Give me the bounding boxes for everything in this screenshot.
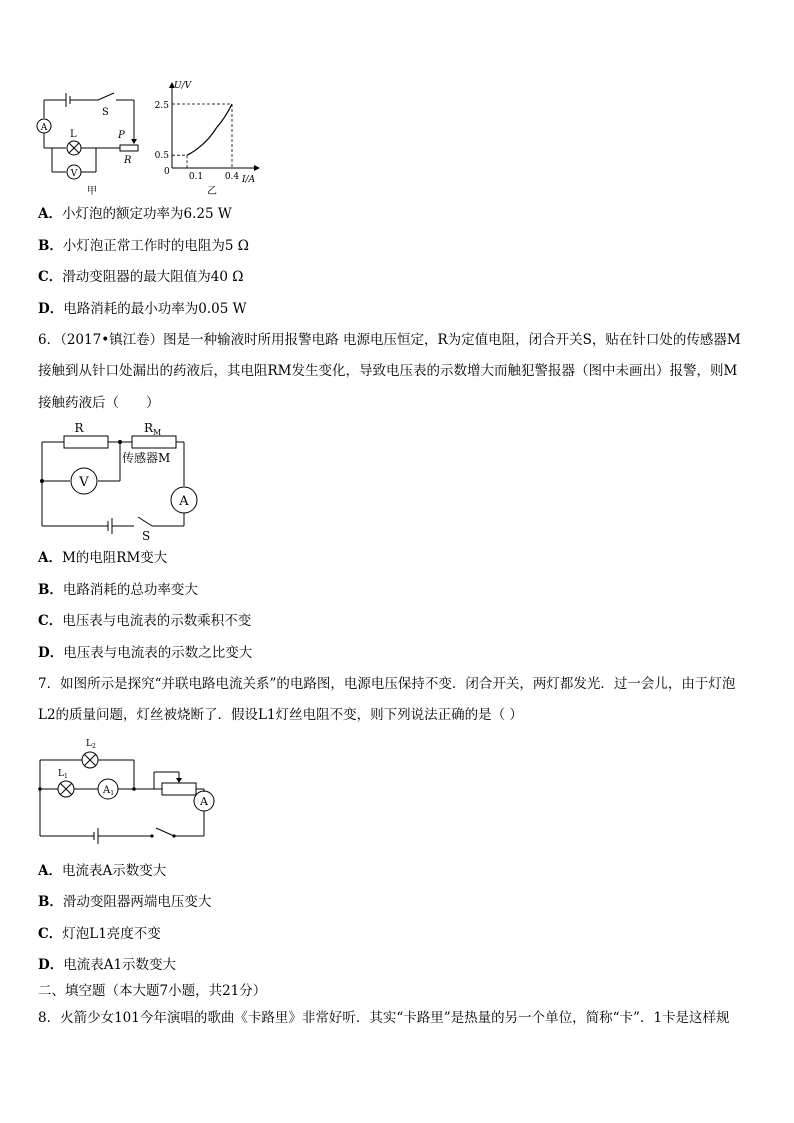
q6-option-a[interactable]: A．M的电阻RM变大 bbox=[38, 550, 168, 566]
q6-stem-line3: 接触药液后（ ） bbox=[38, 395, 160, 411]
ammeter-label: A bbox=[40, 123, 48, 133]
sensor-label: 传感器M bbox=[122, 451, 171, 465]
q5-option-d[interactable]: D．电路消耗的最小功率为0.05 W bbox=[38, 301, 247, 317]
lamp-label: L bbox=[70, 129, 77, 140]
q7-option-d[interactable]: D．电流表A1示数变大 bbox=[38, 957, 177, 973]
q6-stem-line2: 接触到从针口处漏出的药液后，其电阻RM发生变化，导致电压表的示数增大而触犯警报器（图中未画出）报警，则M bbox=[38, 363, 738, 379]
q6-option-c[interactable]: C．电压表与电流表的示数乘积不变 bbox=[38, 613, 252, 629]
q7-stem-line1: 7．如图所示是探究“并联电路电流关系”的电路图，电源电压保持不变．闭合开关，两灯都发光．过一会儿，由于灯泡 bbox=[38, 676, 736, 692]
q5-option-a[interactable]: A．小灯泡的额定功率为6.25 W bbox=[38, 206, 232, 222]
origin-label: 0 bbox=[164, 167, 170, 177]
voltmeter-label: V bbox=[70, 169, 78, 179]
q5-option-c[interactable]: C．滑动变阻器的最大阻值为40 Ω bbox=[38, 269, 244, 285]
rheostat-label: R bbox=[124, 155, 132, 166]
y-tick-2-5: 2.5 bbox=[154, 101, 169, 111]
voltmeter-label: V bbox=[79, 475, 89, 490]
q5-option-b[interactable]: B．小灯泡正常工作时的电阻为5 Ω bbox=[38, 238, 249, 254]
ammeter-label: A bbox=[179, 494, 189, 509]
q7-option-c[interactable]: C．灯泡L1亮度不变 bbox=[38, 926, 161, 942]
lamp-l1-label: $L_1$ bbox=[58, 769, 68, 780]
figure-caption-yi: 乙 bbox=[207, 186, 217, 197]
q7-stem-line2: L2的质量问题，灯丝被烧断了．假设L1灯丝电阻不变，则下列说法正确的是（ ） bbox=[38, 707, 523, 723]
figure-circuit-jia bbox=[34, 88, 160, 198]
q6-option-b[interactable]: B．电路消耗的总功率变大 bbox=[38, 582, 198, 598]
switch-label: S bbox=[102, 107, 109, 118]
ui-curve bbox=[187, 104, 232, 155]
lamp-l2-label: $L_2$ bbox=[86, 739, 96, 750]
figure-caption-jia: 甲 bbox=[87, 186, 97, 197]
x-tick-0-4: 0.4 bbox=[224, 172, 240, 182]
x-tick-0-1: 0.1 bbox=[188, 172, 204, 182]
y-axis-label: U/V bbox=[174, 81, 192, 91]
figure-q7-circuit bbox=[34, 732, 224, 844]
slider-label: P bbox=[118, 130, 125, 141]
q8-stem-line1: 8．火箭少女101今年演唱的歌曲《卡路里》非常好听．其实“卡路里”是热量的另一个单位，简称“卡”．1卡是这样规 bbox=[38, 1010, 730, 1026]
section-heading: 二、填空题（本大题7小题，共21分） bbox=[38, 983, 267, 999]
resistor-rm-label: $R_M$ bbox=[144, 421, 162, 437]
q6-option-d[interactable]: D．电压表与电流表的示数之比变大 bbox=[38, 645, 253, 661]
x-axis-label: I/A bbox=[242, 175, 256, 185]
figure-q6-circuit bbox=[34, 416, 206, 544]
q7-option-b[interactable]: B．滑动变阻器两端电压变大 bbox=[38, 894, 212, 910]
resistor-r-label: R bbox=[74, 421, 84, 435]
ammeter-a-label: A bbox=[200, 795, 208, 808]
q7-option-a[interactable]: A．电流表A示数变大 bbox=[38, 863, 167, 879]
ammeter-a1-label: $A_1$ bbox=[103, 785, 115, 797]
y-tick-0-5: 0.5 bbox=[154, 151, 169, 161]
switch-label: S bbox=[142, 529, 151, 543]
figure-graph-yi bbox=[150, 78, 270, 198]
q6-stem-line1: 6．（2017•镇江卷）图是一种输液时所用报警电路 电源电压恒定，R为定值电阻，闭合开关S，贴在针口处的传感器M bbox=[38, 332, 741, 348]
